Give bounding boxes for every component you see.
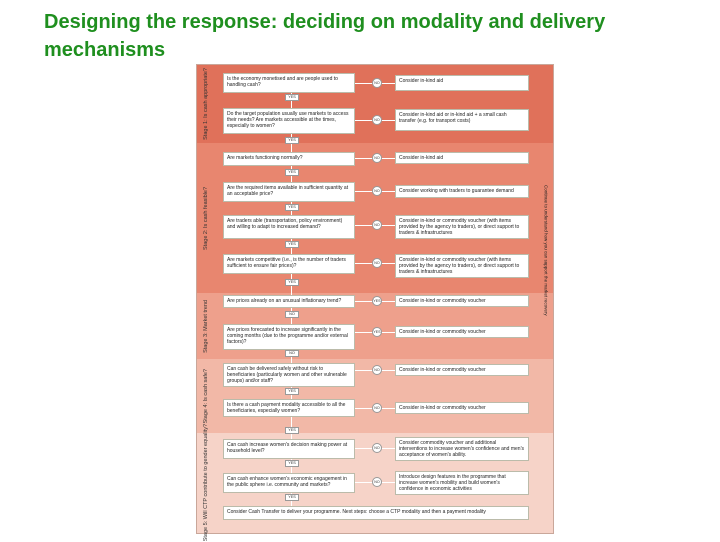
connector-label-4: YES — [285, 204, 299, 211]
stage-label-3: Stage 3: Market trend — [202, 299, 209, 353]
question-box-10: Is there a cash payment modality accessible to all the beneficiaries, especially women? — [223, 399, 355, 417]
connector-label-1: YES — [285, 94, 299, 101]
connector-label-5: YES — [285, 241, 299, 248]
page-title: Designing the response: deciding on modality and delivery mechanisms — [44, 11, 606, 61]
connector-label-12: YES — [285, 494, 299, 501]
stage-label-2: Stage 2: Is cash feasible? — [202, 186, 209, 250]
answer-box-7: Consider in-kind or commodity voucher — [395, 295, 529, 307]
answer-box-5: Consider in-kind or commodity voucher (with items provided by the agency to traders), or direct support to traders & infrastructures — [395, 215, 529, 239]
question-box-7: Are prices already on an unusual inflationary trend? — [223, 295, 355, 308]
answer-box-2: Consider in-kind aid or in-kind aid + a small cash transfer (e.g. for transport costs) — [395, 109, 529, 131]
decision-circle-3: NO — [372, 153, 382, 163]
decision-circle-10: NO — [372, 403, 382, 413]
answer-box-6: Consider in-kind or commodity voucher (with items provided by the agency to traders), or direct support to traders & infrastructures — [395, 254, 529, 278]
connector-label-2: YES — [285, 137, 299, 144]
question-box-2: Do the target population usually use markets to access their needs? Are markets accessible at the times, especially to women? — [223, 108, 355, 134]
question-box-6: Are markets competitive (i.e., is the number of traders sufficient to ensure fair prices)? — [223, 254, 355, 274]
connector-label-9: YES — [285, 388, 299, 395]
decision-circle-11: NO — [372, 443, 382, 453]
question-box-8: Are prices forecasted to increase significantly in the coming months (due to the programme and/or external factors)? — [223, 324, 355, 350]
question-box-1: Is the economy monetised and are people used to handling cash? — [223, 73, 355, 93]
decision-circle-12: NO — [372, 477, 382, 487]
decision-circle-9: NO — [372, 365, 382, 375]
final-recommendation-box: Consider Cash Transfer to deliver your programme. Next steps: choose a CTP modality and then a payment modality — [223, 506, 529, 520]
market-recovery-note — [541, 155, 551, 345]
stage-label-1: Stage 1: Is cash appropriate? — [202, 68, 209, 140]
decision-flowchart — [196, 64, 554, 542]
market-recovery-text: Continue to understand how you can support the market recovery — [543, 184, 549, 316]
answer-box-11: Consider commodity voucher and additional interventions to increase women's confidence and men's acceptance of women's ability. — [395, 437, 529, 461]
decision-circle-4: NO — [372, 186, 382, 196]
connector-label-10: YES — [285, 427, 299, 434]
decision-circle-6: NO — [372, 258, 382, 268]
question-box-5: Are traders able (transportation, policy environment) and willing to adapt to increased demand? — [223, 215, 355, 239]
question-box-11: Can cash increase women's decision making power at household level? — [223, 439, 355, 459]
decision-circle-7: YES — [372, 296, 382, 306]
decision-circle-8: YES — [372, 327, 382, 337]
connector-label-6: YES — [285, 279, 299, 286]
question-box-4: Are the required items available in sufficient quantity at an acceptable price? — [223, 182, 355, 202]
question-box-3: Are markets functioning normally? — [223, 152, 355, 166]
answer-box-1: Consider in-kind aid — [395, 75, 529, 91]
stage-label-4: Stage 4: Is cash safe? — [202, 368, 209, 424]
connector-label-3: YES — [285, 169, 299, 176]
decision-circle-5: NO — [372, 220, 382, 230]
answer-box-10: Consider in-kind or commodity voucher — [395, 402, 529, 414]
connector-label-8: NO — [285, 350, 299, 357]
connector-label-11: YES — [285, 460, 299, 467]
connector-label-7: NO — [285, 311, 299, 318]
answer-box-9: Consider in-kind or commodity voucher — [395, 364, 529, 376]
stage-label-5: Stage 5: Will CTP contribute to gender equality? — [202, 424, 209, 542]
question-box-12: Can cash enhance women's economic engagement in the public sphere i.e. community and markets? — [223, 473, 355, 493]
answer-box-3: Consider in-kind aid — [395, 152, 529, 164]
answer-box-4: Consider working with traders to guarantee demand — [395, 185, 529, 198]
decision-circle-2: NO — [372, 115, 382, 125]
answer-box-8: Consider in-kind or commodity voucher — [395, 326, 529, 338]
question-box-9: Can cash be delivered safely without risk to beneficiaries (particularly women and other vulnerable groups) and/or staff? — [223, 363, 355, 387]
decision-circle-1: NO — [372, 78, 382, 88]
answer-box-12: Introduce design features in the programme that increase women's mobility and build women's confidence in economic activities — [395, 471, 529, 495]
